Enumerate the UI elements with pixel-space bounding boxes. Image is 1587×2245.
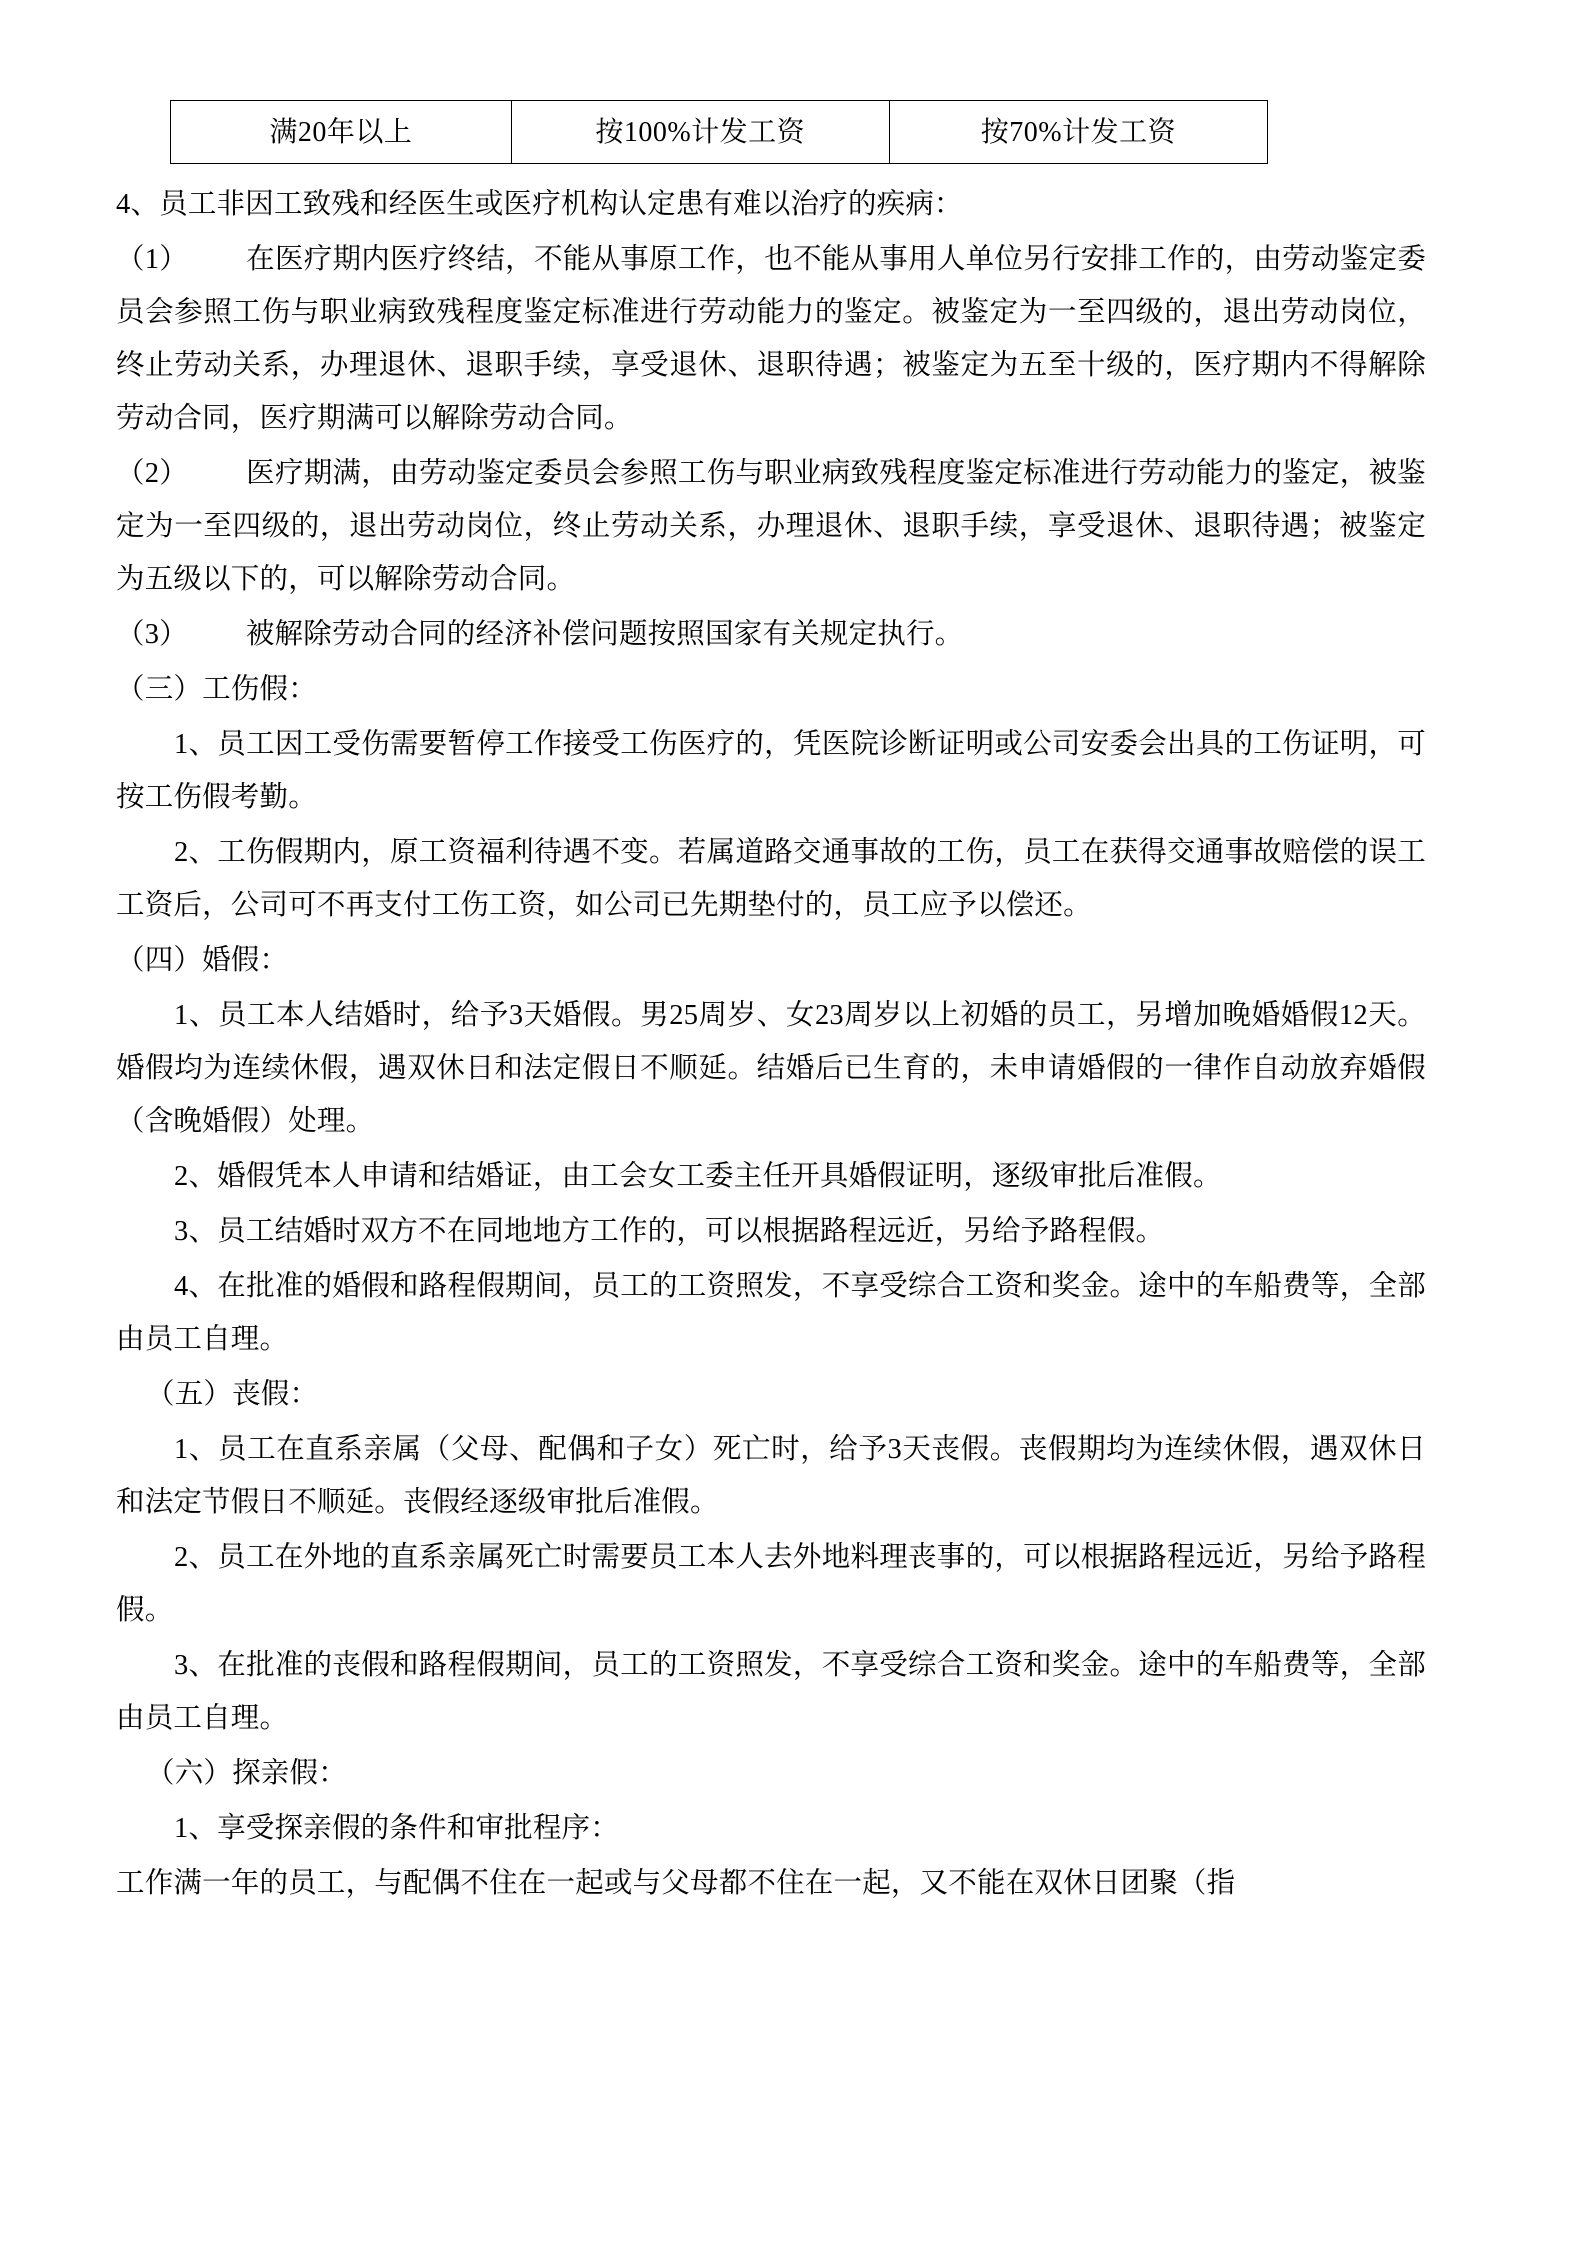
table-cell-rate-2: 按70%计发工资 [889, 101, 1267, 164]
list-label-3: （3） [116, 619, 188, 650]
paragraph-text: 1、员工本人结婚时，给予3天婚假。男25周岁、女23周岁以上初婚的员工，另增加晚婚婚假12天。婚假均为连续休假，遇双休日和法定假日不顺延。结婚后已生育的，未申请婚假的一律作自动放弃婚假（含晚婚假）处理。 [116, 1000, 1426, 1137]
paragraph-section6-item1 [116, 1802, 1426, 1855]
paragraph-text: 1、享受探亲假的条件和审批程序： [174, 1813, 619, 1844]
section-heading-work-injury-leave: （三）工伤假： [116, 674, 317, 705]
page-content [116, 100, 1426, 1912]
table-cell-rate-1: 按100%计发工资 [511, 101, 889, 164]
paragraph-section5-item2 [116, 1531, 1426, 1637]
section-heading-home-visit-leave [116, 1747, 1426, 1800]
paragraph-text: 2、婚假凭本人申请和结婚证，由工会女工委主任开具婚假证明，逐级审批后准假。 [174, 1161, 1222, 1192]
paragraph-section4-item3 [116, 1205, 1426, 1258]
list-text-3: 被解除劳动合同的经济补偿问题按照国家有关规定执行。 [245, 619, 964, 650]
paragraph-section6-item1-body: 工作满一年的员工，与配偶不住在一起或与父母都不住在一起，又不能在双休日团聚（指 [116, 1868, 1236, 1899]
paragraph-section4-item1 [116, 989, 1426, 1148]
heading-text: （六）探亲假： [146, 1758, 347, 1789]
paragraph-text: 3、员工结婚时双方不在同地地方工作的，可以根据路程远近，另给予路程假。 [174, 1216, 1165, 1247]
table-cell-service-years: 满20年以上 [171, 101, 512, 164]
list-label-1: （1） [116, 244, 189, 275]
section-heading-marriage-leave: （四）婚假： [116, 945, 289, 976]
paragraph-text: 2、工伤假期内，原工资福利待遇不变。若属道路交通事故的工伤，员工在获得交通事故赔偿的误工工资后，公司可不再支付工伤工资，如公司已先期垫付的，员工应予以偿还。 [116, 837, 1426, 921]
paragraph-item4-sub2 [116, 447, 1426, 606]
paragraph-item4-sub1 [116, 233, 1426, 445]
paragraph-text: 4、在批准的婚假和路程假期间，员工的工资照发，不享受综合工资和奖金。途中的车船费等，全部由员工自理。 [116, 1271, 1426, 1355]
paragraph-section3-item2 [116, 826, 1426, 932]
heading-text: （五）丧假： [146, 1379, 319, 1410]
wage-payment-table [170, 100, 1268, 164]
list-text-1: 在医疗期内医疗终结，不能从事原工作，也不能从事用人单位另行安排工作的，由劳动鉴定委员会参照工伤与职业病致残程度鉴定标准进行劳动能力的鉴定。被鉴定为一至四级的，退出劳动岗位，终止劳动关系，办理退休、退职手续，享受退休、退职待遇；被鉴定为五至十级的，医疗期内不得解除劳动合同，医疗期满可以解除劳动合同。 [116, 244, 1426, 434]
list-label-2: （2） [116, 458, 189, 489]
paragraph-text: 1、员工因工受伤需要暂停工作接受工伤医疗的，凭医院诊断证明或公司安委会出具的工伤证明，可按工伤假考勤。 [116, 729, 1426, 813]
paragraph-text: 3、在批准的丧假和路程假期间，员工的工资照发，不享受综合工资和奖金。途中的车船费等，全部由员工自理。 [116, 1650, 1426, 1734]
paragraph-text: 2、员工在外地的直系亲属死亡时需要员工本人去外地料理丧事的，可以根据路程远近，另给予路程假。 [116, 1542, 1426, 1626]
list-text-2: 医疗期满，由劳动鉴定委员会参照工伤与职业病致残程度鉴定标准进行劳动能力的鉴定，被鉴定为一至四级的，退出劳动岗位，终止劳动关系，办理退休、退职手续，享受退休、退职待遇；被鉴定为五级以下的，可以解除劳动合同。 [116, 458, 1426, 595]
section-heading-bereavement-leave [116, 1368, 1426, 1421]
paragraph-item4-sub3 [116, 608, 1426, 661]
paragraph-text: 1、员工在直系亲属（父母、配偶和子女）死亡时，给予3天丧假。丧假期均为连续休假，遇双休日和法定节假日不顺延。丧假经逐级审批后准假。 [116, 1434, 1426, 1518]
paragraph-section4-item2 [116, 1150, 1426, 1203]
paragraph-section5-item3 [116, 1639, 1426, 1745]
paragraph-section4-item4 [116, 1260, 1426, 1366]
paragraph-section5-item1 [116, 1423, 1426, 1529]
table-row [171, 101, 1268, 164]
paragraph-item4-heading: 4、员工非因工致残和经医生或医疗机构认定患有难以治疗的疾病： [116, 189, 963, 220]
paragraph-section3-item1 [116, 718, 1426, 824]
